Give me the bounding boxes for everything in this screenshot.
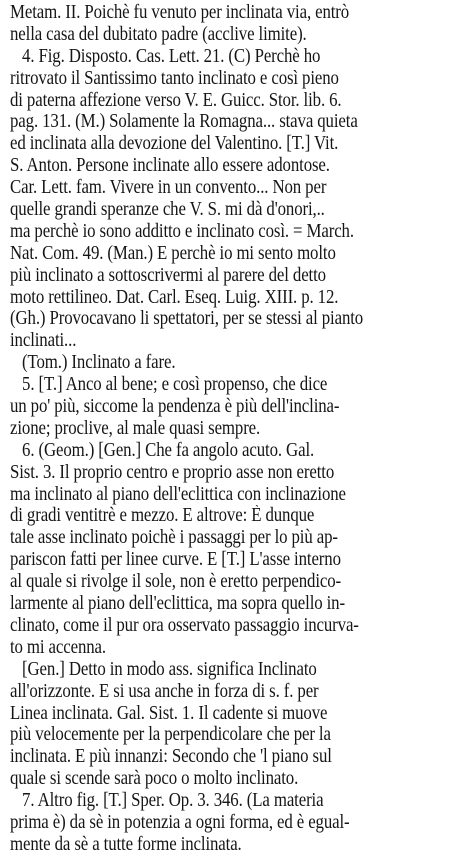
text-line: inclinati...	[10, 330, 77, 352]
text-line: Nat. Com. 49. (Man.) E perchè io mi sento molto	[10, 242, 336, 264]
text-line: (Tom.) Inclinato a fare.	[22, 352, 176, 374]
text-line: più inclinato a sottoscrivermi al parere del detto	[10, 264, 326, 286]
text-line: di gradi ventitrè e mezzo. E altrove: È dunque	[10, 505, 315, 527]
text-line: pag. 131. (M.) Solamente la Romagna... stava quieta	[10, 111, 358, 133]
text-line: pariscon fatti per linee curve. E [T.] L'asse interno	[10, 549, 341, 571]
text-line: quelle grandi speranze che V. S. mi dà d'onori,..	[10, 199, 325, 221]
text-line: 5. [T.] Anco al bene; e così propenso, che dice	[22, 374, 328, 396]
text-line: S. Anton. Persone inclinate allo essere adontose.	[10, 155, 330, 177]
text-line: ed inclinata alla devozione del Valentino. [T.] Vit.	[10, 133, 339, 155]
text-line: 7. Altro fig. [T.] Sper. Op. 3. 346. (La materia	[22, 790, 324, 812]
text-line: all'orizzonte. E si usa anche in forza di s. f. per	[10, 680, 319, 702]
text-line: [Gen.] Detto in modo ass. significa Inclinato	[22, 658, 317, 680]
text-line: ma inclinato al piano dell'eclittica con inclinazione	[10, 483, 346, 505]
text-line: tale asse inclinato poichè i passaggi per lo più ap-	[10, 527, 338, 549]
text-line: ma perchè io sono additto e inclinato così. = March.	[10, 220, 354, 242]
text-line: zione; proclive, al male quasi sempre.	[10, 417, 261, 439]
text-line: quale si scende sarà poco o molto inclinato.	[10, 768, 299, 790]
text-line: mente da sè a tutte forme inclinata.	[10, 833, 242, 855]
text-line: to mi accenna.	[10, 636, 106, 658]
text-line: Linea inclinata. Gal. Sist. 1. Il cadente si muove	[10, 702, 328, 724]
text-line: larmente al piano dell'eclittica, ma sopra quello in-	[10, 593, 345, 615]
text-line: un po' più, siccome la pendenza è più dell'inclina-	[10, 396, 340, 418]
text-line: al quale si rivolge il sole, non è eretto perpendico-	[10, 571, 342, 593]
text-line: più velocemente per la perpendicolare che per la	[10, 724, 331, 746]
text-line: Metam. II. Poichè fu venuto per inclinata via, entrò	[10, 2, 350, 23]
text-line: nella casa del dubitato padre (acclive limite).	[10, 23, 307, 45]
text-line: moto rettilineo. Dat. Carl. Eseq. Luig. XIII. p. 12.	[10, 286, 339, 308]
text-line: Sist. 3. Il proprio centro e proprio asse non eretto	[10, 461, 335, 483]
text-line: prima è) da sè in potenzia a ogni forma, ed è egual-	[10, 811, 350, 833]
text-line: 6. (Geom.) [Gen.] Che fa angolo acuto. Gal.	[22, 439, 315, 461]
text-line: Car. Lett. fam. Vivere in un convento... Non per	[10, 177, 327, 199]
text-line: clinato, come il pur ora osservato passaggio incurva-	[10, 614, 359, 636]
text-line: di paterna affezione verso V. E. Guicc. Stor. lib. 6.	[10, 89, 342, 111]
text-line: (Gh.) Provocavano li spettatori, per se stessi al pianto	[10, 308, 364, 330]
text-line: 4. Fig. Disposto. Cas. Lett. 21. (C) Perchè ho	[22, 45, 321, 67]
text-line: ritrovato il Santissimo tanto inclinato e così pieno	[10, 67, 339, 89]
text-line: inclinata. E più innanzi: Secondo che 'l piano sul	[10, 746, 332, 768]
